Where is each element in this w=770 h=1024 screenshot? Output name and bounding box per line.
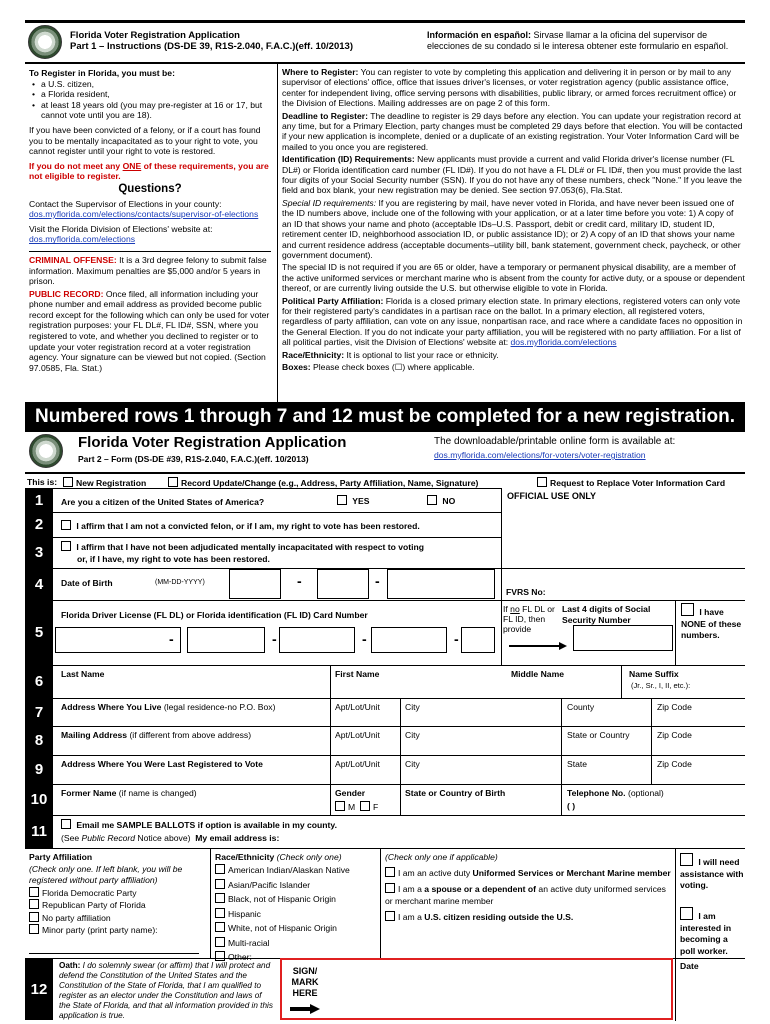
id-label: Identification (ID) Requirements: (282, 154, 415, 165)
checkbox[interactable] (681, 603, 694, 616)
party-opt-label: Minor party (print party name): (42, 925, 158, 935)
mental-affirm[interactable] (61, 541, 424, 565)
party-affiliation-info (282, 296, 745, 348)
instructions-section (25, 62, 745, 402)
public-record (29, 289, 271, 374)
party-affiliation (29, 852, 209, 954)
online-form-link[interactable]: dos.myflorida.com/elections/for-voters/voter-registration (434, 450, 646, 460)
ssn-label: Last 4 digits of Social Security Number (562, 604, 651, 625)
applicable-opt-3[interactable] (385, 911, 675, 924)
visit-text: Visit the Florida Division of Elections' website at: (29, 223, 213, 234)
checkbox-f[interactable] (360, 801, 370, 811)
row-number: 1 (25, 489, 53, 512)
part2-title: Florida Voter Registration Application (78, 434, 347, 451)
visit-link[interactable]: dos.myflorida.com/elections (29, 234, 136, 245)
checkbox[interactable] (215, 893, 225, 903)
row-9 (25, 755, 745, 784)
checkbox[interactable] (337, 495, 347, 505)
felony-text: If you have been convicted of a felony, or if a court has found you to be mentally incapacitated as to your right to vote, you cannot register until your right to vote is restored. (29, 124, 261, 157)
checkbox[interactable] (29, 887, 39, 897)
row-number: 8 (25, 727, 53, 755)
checkbox[interactable] (61, 520, 71, 530)
citizen-question: Are you a citizen of the United States of America? (61, 497, 265, 507)
opt-replace-label: Request to Replace Voter Information Card (550, 478, 726, 488)
divider (675, 601, 676, 666)
email-ballot-text: Email me SAMPLE BALLOTS if option is available in my county. (76, 820, 337, 830)
opt1-a: I am an active duty (398, 867, 473, 878)
row-11 (25, 815, 745, 848)
arrow-right-icon (509, 642, 567, 650)
assist-text: I will need assistance with voting. (680, 857, 744, 890)
birth-place-label: State or Country of Birth (405, 788, 506, 798)
id-requirements (282, 154, 745, 196)
race-opt[interactable] (215, 936, 380, 951)
poll-worker-option[interactable] (680, 907, 744, 957)
dob-day[interactable] (317, 569, 369, 599)
see-a: (See (61, 833, 82, 843)
party-link[interactable]: dos.myflorida.com/elections (510, 337, 617, 348)
dl-part-2[interactable] (187, 627, 265, 653)
race-ethnicity (215, 852, 380, 965)
opt3-a: I am a (398, 912, 425, 922)
checkbox[interactable] (680, 853, 693, 866)
race-opt[interactable] (215, 892, 380, 907)
part1-header (25, 25, 745, 61)
opt2-a: I am a (398, 884, 425, 894)
voter-registration-page (25, 20, 745, 1020)
row-7 (25, 698, 745, 726)
row-5: 5 Florida Driver License (FL DL) or Florida identification (FL ID) Card Number - - - - If no FL DL or FL ID, then provide Last 4 digits of Social Security Number I have NONE of these numbers. (25, 600, 745, 665)
florida-seal-icon (29, 434, 63, 468)
deadline-text: The deadline to register is 29 days before any election. You can update your registration record at any time, but for a Primary Election, party changes must be completed 29 days before that election. You will be contacted if your new application is incomplete, denied or a duplicate of an existing registration. Your Voter Information Card will be mailed to you once you are registered. (282, 110, 743, 152)
row-2 (25, 512, 501, 537)
checkbox[interactable] (215, 937, 225, 947)
opt-new-label: New Registration (76, 478, 147, 488)
row-number: 5 (25, 601, 53, 665)
race-opt[interactable] (215, 863, 380, 878)
where-to-register (282, 67, 745, 109)
row-number: 6 (25, 666, 53, 698)
online-form-text: The downloadable/printable online form is available at: (434, 436, 676, 447)
oath-text: I do solemnly swear (or affirm) that I will protect and defend the Constitution of the United States and the Constitution of the State of Florida, that I am qualified to register as an elector under the Constitution and laws of the State of Florida, and that all information provided in this application is true. (59, 961, 273, 1020)
checkbox[interactable] (385, 911, 395, 921)
mailing-label (61, 730, 251, 740)
row-number: 11 (25, 816, 53, 848)
city-label: City (405, 730, 420, 740)
row-number: 7 (25, 699, 53, 726)
zip-label: Zip Code (657, 730, 692, 740)
florida-seal-icon (28, 25, 62, 59)
this-is-label: This is: (27, 477, 58, 487)
assist-option[interactable] (680, 853, 744, 892)
divider (29, 251, 271, 252)
signature-box[interactable] (280, 958, 673, 1020)
see-i: Public Record (81, 833, 136, 843)
phone-label (567, 788, 664, 798)
dl-part-5[interactable] (461, 627, 495, 653)
race-opt-label: Multi-racial (228, 937, 270, 948)
ssn-input[interactable] (573, 625, 673, 651)
email-address-label: My email address is: (195, 833, 280, 843)
checkbox[interactable] (215, 908, 225, 918)
part2-subtitle: Part 2 – Form (DS-DE #39, R1S-2.040, F.A.C.)(eff. 10/2013) (78, 454, 309, 464)
spanish-text: Sirvase llamar a la oficina del supervisor de elecciones de su condado si le interesa obtener este formulario en español. (427, 30, 729, 51)
race-title: Race/Ethnicity (215, 852, 275, 862)
phone-label-bold: Telephone No. (567, 788, 626, 798)
public-text: Once filed, all information including your phone number and email address as provided become public record except for the following which can only be used for voter registration purposes: your FL DL#, FL ID#, SSN, where you registered to vote, and whether you declined to register or to update your voter registration record at a voter registration agency. Your signature can be viewed but not copied. (Section 97.0585, Fla. Stat.) (29, 288, 270, 373)
register-heading: To Register in Florida, you must be: (29, 68, 175, 78)
applicable-opt-2[interactable] (385, 883, 675, 907)
race-opt-label: Black, not of Hispanic Origin (228, 894, 336, 904)
row-1 (25, 488, 501, 512)
party-opt[interactable] (29, 899, 209, 912)
felon-affirm[interactable] (61, 520, 420, 531)
dob-year[interactable] (387, 569, 495, 599)
last-registered-label: Address Where You Were Last Registered to Vote (61, 759, 263, 769)
criminal-offense (29, 255, 271, 287)
boxes-label: Boxes: (282, 361, 311, 372)
race-opt-label: Asian/Pacific Islander (228, 879, 311, 890)
where-label: Where to Register: (282, 67, 359, 77)
party-opt-label: No party affiliation (42, 912, 111, 923)
questions-title: Questions? (118, 182, 182, 195)
where-text: You can register to vote by completing this application and delivering it in person or by mail to any supervisor of elections' office, office that issues driver's licenses, or voter registration agency (public assistance office, center for independent living, office serving persons with disabilities, public library, or armed forces recruitment office) or the Division of Elections. Mailing addresses are on page 2 of this form. (282, 67, 737, 109)
citizen-yes[interactable] (337, 495, 369, 506)
county-label: County (567, 702, 595, 712)
gender-options (335, 801, 378, 812)
applicable-note: (Check only one if applicable) (385, 852, 498, 862)
checkbox[interactable] (427, 495, 437, 505)
requirement-item: • a U.S. citizen, (29, 79, 271, 90)
row-number: 2 (25, 513, 53, 537)
area-code[interactable]: ( ) (567, 801, 576, 811)
mental-affirm-text1: I affirm that I have not been adjudicated mentally incapacitated with respect to voting (76, 542, 425, 552)
sign-here-label: SIGN/ MARK HERE (291, 966, 319, 998)
middle-name-label: Middle Name (511, 669, 565, 679)
suffix-example: (Jr., Sr., I, II, etc.): (631, 681, 691, 690)
race-opt[interactable] (215, 878, 380, 893)
none-b: NONE of these numbers. (681, 618, 742, 640)
boxes-text: Please check boxes (☐) where applicable. (310, 361, 475, 372)
row-number: 4 (25, 569, 53, 600)
not-eligible-b: of these requirements, you are not eligible to register. (29, 160, 269, 182)
ifno-no: no (510, 604, 520, 614)
phone-note: (optional) (625, 788, 664, 798)
checkbox[interactable] (537, 477, 547, 487)
first-name-label: First Name (335, 669, 380, 679)
opt-record-update[interactable] (168, 477, 478, 488)
mailing-note: (if different from above address) (127, 730, 252, 740)
required-rows-banner: Numbered rows 1 through 7 and 12 must be completed for a new registration. (25, 402, 745, 432)
state-country-label: State or Country (567, 730, 630, 740)
suffix-label: Name Suffix (629, 669, 679, 679)
party-opt-label: Republican Party of Florida (42, 900, 146, 910)
checkbox[interactable] (61, 541, 71, 551)
race-opt-label: White, not of Hispanic Origin (228, 923, 337, 933)
f-label: F (372, 802, 379, 812)
oath-label: Oath: (59, 961, 81, 970)
checkbox[interactable] (61, 819, 71, 829)
row-8 (25, 726, 745, 755)
dob-format: (MM-DD-YYYY) (155, 579, 205, 586)
felon-affirm-text: I affirm that I am not a convicted felon, or if I am, my right to vote has been restored. (76, 521, 420, 531)
checkbox-m[interactable] (335, 801, 345, 811)
row-3 (25, 537, 501, 568)
requirement-item: • at least 18 years old (you may pre-register at 16 or 17, but cannot vote until you are 18). (29, 100, 271, 121)
row-number: 3 (25, 538, 53, 568)
state-label: State (567, 759, 588, 769)
application-type (25, 472, 745, 488)
dl-label: Florida Driver License (FL DL) or Florida identification (FL ID) Card Number (61, 610, 368, 620)
none-a: I have (699, 607, 724, 617)
row-6 (25, 665, 745, 698)
checkbox[interactable] (29, 924, 39, 934)
deadline-to-register (282, 111, 745, 153)
email-ballot-option[interactable] (61, 819, 337, 830)
yes-label: YES (352, 496, 370, 506)
party-opt-label: Florida Democratic Party (42, 887, 137, 898)
checkbox[interactable] (215, 879, 225, 889)
requirements-list (29, 79, 271, 121)
oath (59, 961, 275, 1021)
special-text-2: The special ID is not required if you are 65 or older, have a temporary or permanent physical disability, are a member of the active uniformed services or merchant marine who is absent from the county for active duty, or a spouse or dependent thereof, or are currently living outside the U.S. but otherwise eligible to vote in Florida. (282, 262, 745, 294)
criminal-text: It is a 3rd degree felony to submit false information. Maximum penalties are $5,000 and/or 5 years in prison. (29, 254, 267, 287)
dl-part-4[interactable] (371, 627, 447, 653)
opt1-b: Uniformed Services or Merchant Marine member (472, 867, 671, 878)
race-opt[interactable] (215, 921, 380, 936)
residence-label (61, 702, 275, 712)
not-eligible-a: If you do not meet any (29, 160, 123, 171)
apt-label: Apt/Lot/Unit (335, 702, 380, 712)
affiliation-section (25, 848, 745, 962)
opt-update-label: Record Update/Change (e.g., Address, Party Affiliation, Name, Signature) (181, 478, 479, 488)
row-number: 9 (25, 756, 53, 784)
opt3-b: U.S. citizen residing outside the U.S. (424, 912, 574, 922)
special-text: If you are registering by mail, have never voted in Florida, and have never been issued one of the ID numbers above, include one of the following with your application, or at a later time before you vote: 1) A copy of an ID that shows your name and photo (acceptable IDs–U.S. Passport, debit or credit card, military ID, student ID, retirement center ID, neighborhood association ID, or public assistance ID); or 2) A copy of an ID that shows your name and current residence address (acceptable documents–utility bill, bank statement, government check, paycheck, or other government document). (282, 197, 741, 260)
race-opt-label: American Indian/Alaskan Native (228, 865, 350, 875)
race-note: (Check only one) (274, 852, 342, 862)
city-label: City (405, 759, 420, 769)
party-opt[interactable] (29, 887, 209, 900)
id-text: New applicants must provide a current and valid Florida driver's license number (FL DL#) or Florida identification card number (FL ID#). If you do not have a FL DL# or FL ID#, then you must provide the last four digits of your Social Security number (SSN). If you do not have any of these numbers, check "None." If you leave the field and box blank, your new registration may be denied. See section 97.053(6), Fla.Stat. (282, 154, 742, 196)
applicable-status (385, 852, 675, 924)
part1-title-line2: Part 1 – Instructions (DS-DE 39, R1S-2.040, F.A.C.)(eff. 10/2013) (70, 41, 353, 52)
opt2-b: a spouse or a dependent of (424, 884, 537, 894)
mailing-label-bold: Mailing Address (61, 730, 128, 740)
checkbox[interactable] (29, 912, 39, 922)
checkbox[interactable] (680, 907, 693, 920)
no-label: NO (442, 496, 456, 506)
party-label: Political Party Affiliation: (282, 295, 384, 306)
former-label-bold: Former Name (61, 788, 117, 798)
row-4: 4 Date of Birth (MM-DD-YYYY) - - FVRS No: (25, 568, 745, 600)
gender-label: Gender (335, 788, 366, 798)
official-use-label: OFFICIAL USE ONLY (507, 491, 597, 501)
residence-label-bold: Address Where You Live (61, 702, 162, 712)
checkbox[interactable] (385, 883, 395, 893)
checkbox[interactable] (385, 867, 395, 877)
party-text: Florida is a closed primary election state. In primary elections, registered voters can only vote for their registered party's candidates in a partisan race on the ballot. In a primary election, all registered voters, regardless of party affiliation, can vote on any issue, nonpartisan race, and race where a candidate faces no opposition in the General Election. If you do not indicate your party affiliation, you will be registered with no party affiliation. For a list of all political parties, visit the Division of Elections' website at: (282, 295, 743, 348)
criminal-label: CRIMINAL OFFENSE: (29, 254, 117, 265)
column-divider (277, 64, 278, 402)
residence-note: (legal residence-no P.O. Box) (161, 702, 276, 712)
spanish-info (427, 30, 745, 52)
none-option[interactable] (681, 603, 743, 642)
part1-title-line1: Florida Voter Registration Application (70, 30, 240, 41)
registration-form (25, 488, 745, 1020)
dob-label: Date of Birth (61, 578, 113, 588)
checkbox[interactable] (63, 477, 73, 487)
m-label: M (348, 802, 356, 812)
dl-part-1[interactable] (55, 627, 181, 653)
minor-party-line[interactable] (29, 953, 199, 954)
requirement-item: • a Florida resident, (29, 89, 271, 100)
part1-title (70, 30, 353, 52)
fvrs-label: FVRS No: (506, 587, 546, 597)
citizen-no[interactable] (427, 495, 455, 506)
contact-text: Contact the Supervisor of Elections in your county: (29, 198, 222, 209)
opt-replace-card[interactable] (537, 477, 725, 488)
race-opt-label: Other: (228, 952, 252, 962)
top-rule (25, 20, 745, 23)
checkbox[interactable] (168, 477, 178, 487)
apt-label: Apt/Lot/Unit (335, 759, 380, 769)
opt-new-registration[interactable] (63, 477, 146, 488)
email-note (61, 833, 279, 843)
checkbox[interactable] (215, 922, 225, 932)
if-no-dl-text (503, 604, 555, 634)
checkbox[interactable] (215, 864, 225, 874)
instructions-right (282, 67, 745, 403)
mental-affirm-text2: or, if I have, my right to vote has been restored. (77, 554, 270, 564)
not-eligible-one: ONE (122, 160, 142, 171)
party-title: Party Affiliation (29, 852, 93, 862)
party-note: (Check only one. If left blank, you will be registered without party affiliation) (29, 863, 183, 885)
zip-label: Zip Code (657, 759, 692, 769)
party-opt[interactable] (29, 924, 209, 937)
boxes-info (282, 362, 745, 372)
dl-part-3[interactable] (279, 627, 355, 653)
deadline-label: Deadline to Register: (282, 110, 368, 121)
checkbox[interactable] (29, 899, 39, 909)
race-opt-label: Hispanic (228, 908, 261, 919)
zip-label: Zip Code (657, 702, 692, 712)
poll-worker-text: I am interested in becoming a poll worker. (680, 911, 732, 956)
row-number: 12 (25, 959, 53, 1020)
instructions-left (25, 66, 275, 402)
row-10 (25, 784, 745, 815)
special-label: Special ID requirements: (282, 197, 377, 208)
dob-month[interactable] (229, 569, 281, 599)
ifno-a: If (503, 604, 511, 614)
public-label: PUBLIC RECORD: (29, 288, 104, 299)
not-eligible-text (29, 161, 271, 182)
last-name-label: Last Name (61, 669, 105, 679)
see-b: Notice above) (135, 833, 191, 843)
party-opt[interactable] (29, 912, 209, 925)
part2-header (25, 434, 745, 470)
former-name-label (61, 788, 197, 798)
city-label: City (405, 702, 420, 712)
special-id (282, 198, 745, 260)
race-text: It is optional to list your race or ethnicity. (344, 349, 499, 360)
contact-link[interactable]: dos.myflorida.com/elections/contacts/supervisor-of-elections (29, 209, 259, 220)
apt-label: Apt/Lot/Unit (335, 730, 380, 740)
applicable-opt-1[interactable] (385, 867, 675, 880)
date-label: Date (680, 961, 699, 971)
arrow-right-icon (290, 1004, 320, 1014)
former-note: (if name is changed) (116, 788, 197, 798)
row-number: 10 (25, 785, 53, 815)
opt2-c: an active duty uniformed services or merchant marine member (385, 884, 666, 906)
race-info (282, 350, 745, 360)
spanish-label: Información en español: (427, 30, 532, 40)
race-opt[interactable] (215, 907, 380, 922)
race-label: Race/Ethnicity: (282, 349, 345, 360)
ifno-b: FL DL or FL ID, then provide (503, 604, 555, 634)
